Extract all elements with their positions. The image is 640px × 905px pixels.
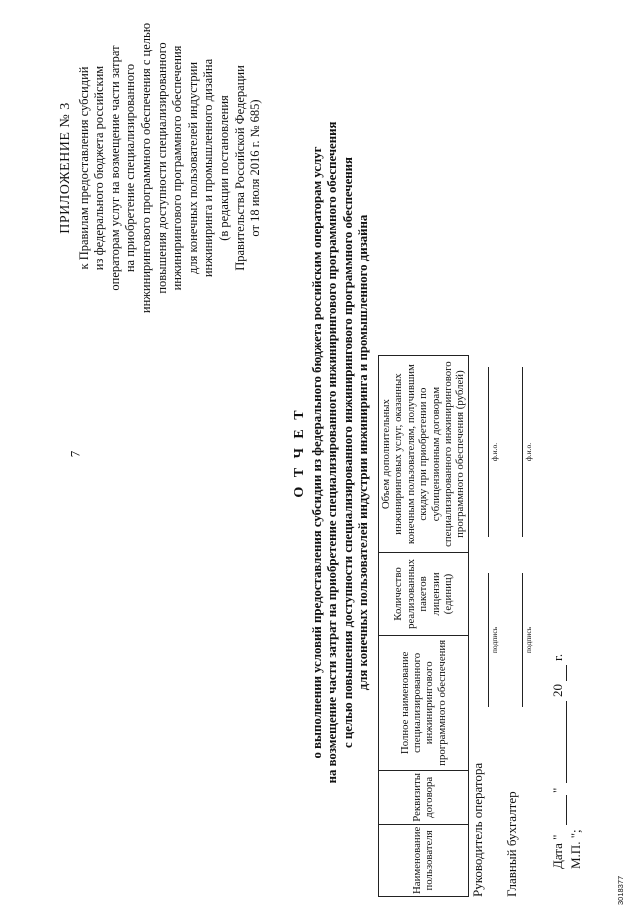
appendix-line: для конечных пользователей индустрии xyxy=(185,61,200,275)
date-day-line xyxy=(552,795,567,825)
date-month-line xyxy=(552,701,567,783)
appendix-line: на приобретение специализированного xyxy=(123,63,138,273)
header-contract-details: Реквизиты договора xyxy=(379,770,469,824)
appendix-line: операторам услуг на возмещение части затрат xyxy=(107,45,122,291)
year-prefix: 20 xyxy=(550,684,565,697)
signature-block xyxy=(470,297,630,897)
appendix-title: ПРИЛОЖЕНИЕ № 3 xyxy=(58,102,73,234)
date-year-line xyxy=(552,665,567,681)
accountant-label: Главный бухгалтер xyxy=(504,791,519,897)
report-subtitle-line: о выполнении условий предоставления субсидии из федерального бюджета российским операторам услуг xyxy=(310,146,325,759)
report-table xyxy=(378,355,469,897)
appendix-line: повышения доступности специализированного xyxy=(154,42,169,294)
head-signature-line xyxy=(474,573,489,707)
report-subtitle-line: с целью повышения доступности специализированного инжинирингового программного обеспечения xyxy=(340,157,355,748)
document-code: 3018377 xyxy=(616,875,625,905)
appendix-line: Правительства Российской Федерации xyxy=(232,65,247,271)
accountant-name-caption: ф.и.о. xyxy=(524,442,533,462)
appendix-line: (в редакции постановления xyxy=(216,95,231,241)
head-label: Руководитель оператора xyxy=(470,762,485,897)
report-subtitle-line: для конечных пользователей индустрии инжиниринга и промышленного дизайна xyxy=(355,214,370,691)
accountant-signature-caption: подпись xyxy=(524,626,533,654)
date-quote: " xyxy=(550,787,565,793)
appendix-line: к Правилам предоставления субсидий xyxy=(76,66,91,270)
report-heading xyxy=(292,8,371,897)
header-license-count: Количество реализованных пакетов лицензии (единиц) xyxy=(379,553,469,636)
accountant-name-line xyxy=(508,367,523,537)
report-title: О Т Ч Е Т xyxy=(292,407,307,498)
seal-label: М.П. "; xyxy=(568,829,583,869)
header-additional-services: Объем дополнительных инжиниринговых услуг, оказанных конечным пользователям, получившим скидку при приобретении по сублицензионным договорам специализированного инжинирингового программного обеспечения (рублей) xyxy=(379,356,469,553)
accountant-signature-line xyxy=(508,573,523,707)
date-label: Дата " xyxy=(550,834,565,869)
head-signature-caption: подпись xyxy=(490,626,499,654)
appendix-line: от 18 июля 2016 г. № 685) xyxy=(248,99,263,237)
head-name-caption: ф.и.о. xyxy=(490,442,499,462)
table-header-row xyxy=(379,356,469,897)
appendix-line: инжинирингового программного обеспечения xyxy=(170,45,185,291)
appendix-line: из федерального бюджета российским xyxy=(92,65,107,271)
appendix-block xyxy=(58,8,264,328)
page-number: 7 xyxy=(67,450,83,458)
report-subtitle-line: на возмещение части затрат на приобретение специализированного инжинирингового программного обеспечения xyxy=(325,121,340,784)
header-user-name: Наименование пользователя xyxy=(379,824,469,896)
appendix-line: инжинирингового программного обеспечения с целью xyxy=(138,22,153,314)
head-name-line xyxy=(474,367,489,537)
header-software-name: Полное наименование специализированного инжинирингового программного обеспечения xyxy=(379,635,469,770)
appendix-line: инжиниринга и промышленного дизайна xyxy=(201,58,216,278)
year-suffix: г. xyxy=(550,653,565,661)
